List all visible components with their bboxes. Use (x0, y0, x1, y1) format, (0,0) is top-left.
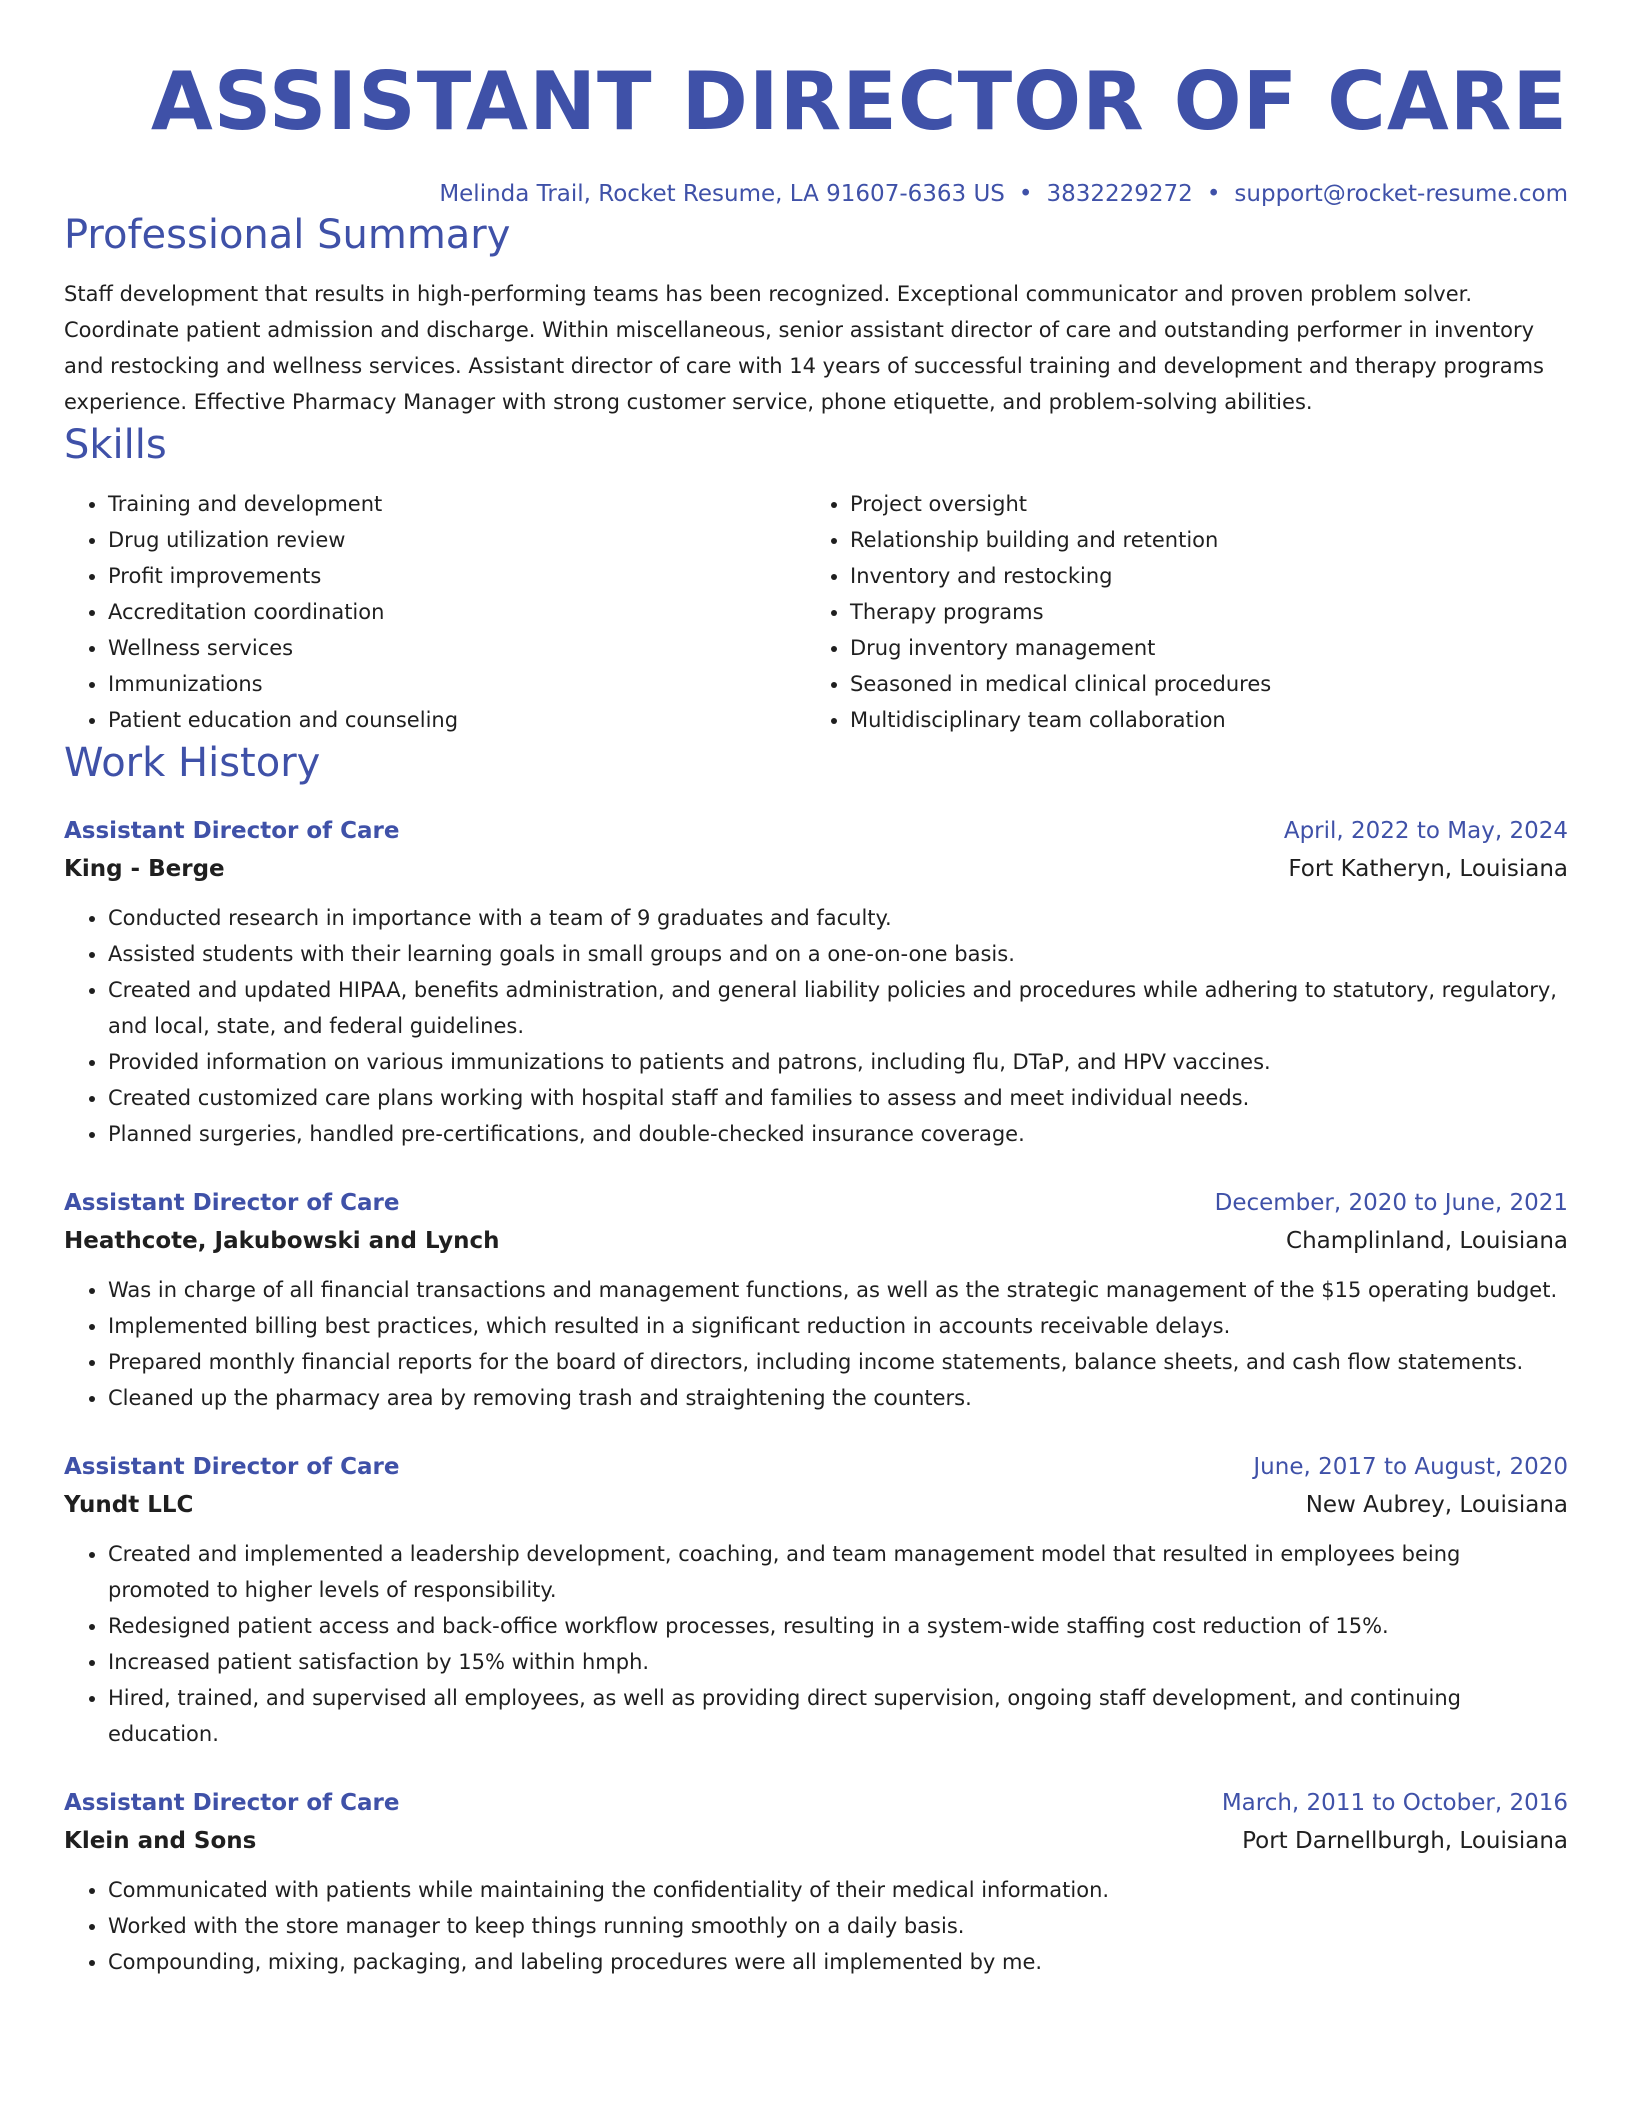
job-subheader (64, 1222, 1568, 1260)
job-bullets (64, 900, 1568, 1152)
job-bullets (64, 1872, 1568, 1980)
job-company: Klein and Sons (64, 1828, 257, 1854)
job-bullet: • Cleaned up the pharmacy area by removing trash and straightening the counters. (108, 1380, 1568, 1416)
job-entry (64, 812, 1568, 1152)
job-company: Heathcote, Jakubowski and Lynch (64, 1228, 500, 1254)
job-bullet: • Assisted students with their learning goals in small groups and on a one-on-one basis. (108, 936, 1568, 972)
skill-item: • Seasoned in medical clinical procedures (850, 666, 1548, 702)
job-bullet: • Provided information on various immunizations to patients and patrons, including flu, DTaP, and HPV vaccines. (108, 1044, 1568, 1080)
job-role: Assistant Director of Care (64, 1190, 400, 1216)
job-bullet: • Created customized care plans working with hospital staff and families to assess and meet individual needs. (108, 1080, 1568, 1116)
skills-column-right (806, 486, 1548, 738)
job-company: King - Berge (64, 856, 225, 882)
job-role: Assistant Director of Care (64, 1790, 400, 1816)
resume-page (64, 0, 1568, 1980)
skill-item: • Wellness services (108, 630, 806, 666)
job-dates: March, 2011 to October, 2016 (1221, 1790, 1568, 1816)
skill-item: • Training and development (108, 486, 806, 522)
work-history-heading: Work History (64, 740, 321, 786)
job-bullet: • Implemented billing best practices, which resulted in a significant reduction in accounts receivable delays. (108, 1308, 1568, 1344)
skills-list (64, 486, 1568, 738)
job-subheader (64, 850, 1568, 888)
contact-email[interactable]: support@rocket-resume.com (1234, 181, 1568, 207)
job-bullet: • Increased patient satisfaction by 15% within hmph. (108, 1644, 1568, 1680)
job-location: Port Darnellburgh, Louisiana (1242, 1828, 1568, 1854)
contact-line (64, 178, 1568, 210)
skill-item: • Drug utilization review (108, 522, 806, 558)
skills-heading: Skills (64, 422, 167, 468)
job-subheader (64, 1822, 1568, 1860)
job-dates: December, 2020 to June, 2021 (1214, 1190, 1568, 1216)
job-bullet: • Created and updated HIPAA, benefits administration, and general liability policies and procedures while adhering to statutory, regulatory, and local, state, and federal guidelines. (108, 972, 1568, 1044)
skill-item: • Inventory and restocking (850, 558, 1548, 594)
job-header (64, 1184, 1568, 1222)
job-entry (64, 1448, 1568, 1752)
contact-separator: • (1206, 181, 1221, 207)
skill-item: • Immunizations (108, 666, 806, 702)
job-role: Assistant Director of Care (64, 1454, 400, 1480)
skill-item: • Project oversight (850, 486, 1548, 522)
job-bullet: • Was in charge of all financial transactions and management functions, as well as the strategic management of the $15 operating budget. (108, 1272, 1568, 1308)
job-bullet: • Prepared monthly financial reports for the board of directors, including income statements, balance sheets, and cash flow statements. (108, 1344, 1568, 1380)
job-bullet: • Conducted research in importance with a team of 9 graduates and faculty. (108, 900, 1568, 936)
summary-text: Staff development that results in high-performing teams has been recognized. Exceptional communicator and proven problem solver. Coordinate patient admission and discharge. Within miscellaneous, senior assistant director of care and outstanding performer in inventory and restocking and wellness services. Assistant director of care with 14 years of successful training and development and therapy programs experience. Effective Pharmacy Manager with strong customer service, phone etiquette, and problem-solving abilities. (64, 282, 1544, 414)
skill-item: • Therapy programs (850, 594, 1548, 630)
job-entry (64, 1784, 1568, 1980)
summary-heading: Professional Summary (64, 212, 511, 258)
skills-column-left (64, 486, 806, 738)
job-bullets (64, 1536, 1568, 1752)
skill-item: • Patient education and counseling (108, 702, 806, 738)
job-company: Yundt LLC (64, 1492, 194, 1518)
job-bullet: • Planned surgeries, handled pre-certifications, and double-checked insurance coverage. (108, 1116, 1568, 1152)
job-dates: April, 2022 to May, 2024 (1283, 818, 1568, 844)
job-location: Champlinland, Louisiana (1286, 1228, 1568, 1254)
contact-separator: • (1018, 181, 1033, 207)
job-location: New Aubrey, Louisiana (1305, 1492, 1568, 1518)
skill-item: • Relationship building and retention (850, 522, 1548, 558)
job-header (64, 812, 1568, 850)
skill-item: • Profit improvements (108, 558, 806, 594)
contact-address: Melinda Trail, Rocket Resume, LA 91607-6363 US (439, 181, 1005, 207)
skill-item: • Multidisciplinary team collaboration (850, 702, 1548, 738)
job-header (64, 1448, 1568, 1486)
job-location: Fort Katheryn, Louisiana (1288, 856, 1568, 882)
job-role: Assistant Director of Care (64, 818, 400, 844)
job-bullet: • Redesigned patient access and back-office workflow processes, resulting in a system-wide staffing cost reduction of 15%. (108, 1608, 1568, 1644)
job-entry (64, 1184, 1568, 1416)
job-bullets (64, 1272, 1568, 1416)
job-header (64, 1784, 1568, 1822)
job-bullet: • Communicated with patients while maintaining the confidentiality of their medical information. (108, 1872, 1568, 1908)
job-bullet: • Compounding, mixing, packaging, and labeling procedures were all implemented by me. (108, 1944, 1568, 1980)
job-subheader (64, 1486, 1568, 1524)
contact-phone[interactable]: 3832229272 (1046, 181, 1193, 207)
skill-item: • Accreditation coordination (108, 594, 806, 630)
resume-title: ASSISTANT DIRECTOR OF CARE (150, 55, 1568, 148)
job-dates: June, 2017 to August, 2020 (1253, 1454, 1568, 1480)
job-bullet: • Worked with the store manager to keep things running smoothly on a daily basis. (108, 1908, 1568, 1944)
job-bullet: • Created and implemented a leadership development, coaching, and team management model that resulted in employees being promoted to higher levels of responsibility. (108, 1536, 1568, 1608)
skill-item: • Drug inventory management (850, 630, 1548, 666)
job-bullet: • Hired, trained, and supervised all employees, as well as providing direct supervision, ongoing staff development, and continuing education. (108, 1680, 1568, 1752)
